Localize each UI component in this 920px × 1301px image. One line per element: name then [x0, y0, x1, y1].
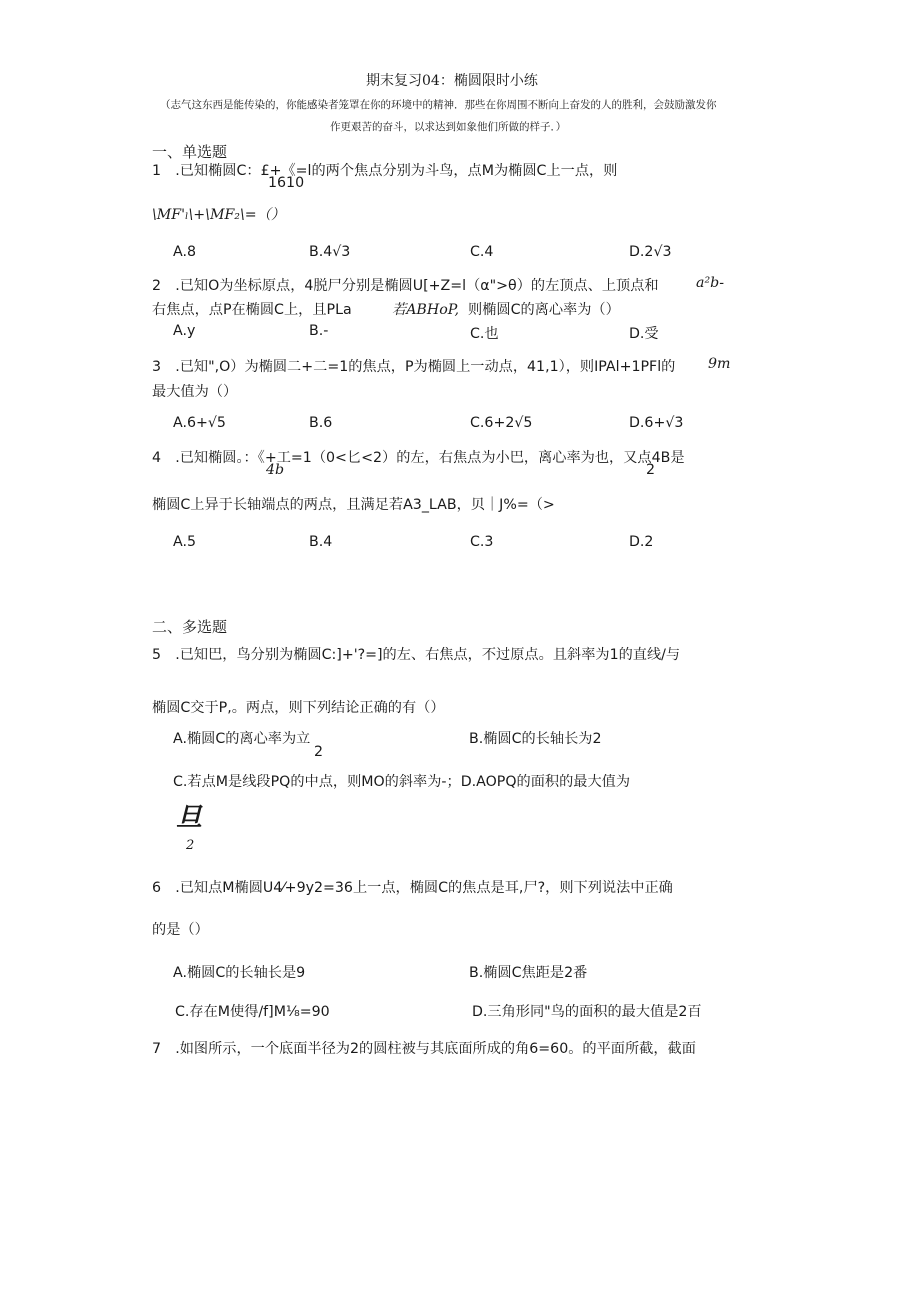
question-5-stem-line-2: 椭圆C交于P,。两点，则下列结论正确的有（）: [152, 700, 445, 716]
question-5-option-a: A.椭圆C的离心率为立: [173, 731, 311, 747]
question-2-stem-line-2b: 若ABHoP,: [392, 302, 459, 318]
question-2-option-d: D.受: [629, 326, 659, 342]
section-heading-single-choice: 一、单选题: [152, 143, 228, 161]
question-4-option-b: B.4: [309, 534, 333, 550]
question-6-option-d: D.三角形同"鸟的面积的最大值是2百: [472, 1004, 702, 1020]
question-6-stem-line-1: 6 .已知点M椭圆U4⁄+9y2=36上一点，椭圆C的焦点是耳,尸?，则下列说法中正确: [152, 880, 673, 896]
question-3-option-c: C.6+2√5: [470, 415, 533, 431]
question-5-option-d-denominator: 2: [186, 838, 195, 853]
question-3-stem-line-2: 最大值为（）: [152, 384, 238, 400]
question-4-option-a: A.5: [173, 534, 196, 550]
question-5-option-b: B.椭圆C的长轴长为2: [469, 731, 602, 747]
question-5-option-c-d: C.若点M是线段PQ的中点，则MO的斜率为-；D.AOPQ的面积的最大值为: [173, 774, 631, 790]
question-6-stem-line-2: 的是（）: [152, 922, 209, 938]
question-1-formula: \MF'ₗ\+\MF₂\=（）: [152, 207, 286, 223]
question-2-stem-line-2a: 右焦点，点P在椭圆C上，且PLa: [152, 302, 352, 318]
question-3-option-a: A.6+√5: [173, 415, 226, 431]
question-3-stem-formula: 9m: [708, 356, 731, 372]
question-6-option-a: A.椭圆C的长轴长是9: [173, 965, 306, 981]
question-5-stem-line-1: 5 .已知巴，鸟分别为椭圆C:]+'?=]的左、右焦点，不过原点。且斜率为1的直线/与: [152, 647, 681, 663]
section-heading-multiple-choice: 二、多选题: [152, 618, 228, 636]
question-4-stem-line-2: 椭圆C上异于长轴端点的两点，且满足若A3_LAB，贝｜J%=（>: [152, 497, 555, 513]
question-2-option-a: A.y: [173, 323, 196, 339]
question-1-option-b: B.4√3: [309, 244, 351, 260]
question-6-option-c: C.存在M使得∕f]M⅛=90: [175, 1004, 330, 1020]
question-1-fraction-denominators: 1610: [268, 175, 305, 191]
question-5-option-d-value: 旦: [176, 803, 203, 833]
question-2-option-c: C.也: [470, 326, 499, 342]
question-1-stem: 1 .已知椭圆C：£+《=l的两个焦点分别为斗鸟，点M为椭圆C上一点，则: [152, 163, 618, 179]
question-3-option-b: B.6: [309, 415, 333, 431]
question-6-option-b: B.椭圆C焦距是2番: [469, 965, 588, 981]
question-2-option-b: B.-: [309, 323, 329, 339]
question-2-stem-line-1: 2 .已知O为坐标原点，4脱尸分别是椭圆U[+Z=l（α">θ）的左顶点、上顶点和: [152, 278, 659, 294]
question-4-option-d: D.2: [629, 534, 654, 550]
question-4-subscript-right: 2: [646, 462, 656, 478]
motto-line-2: 作更艰苦的奋斗，以求达到如象他们所做的样子．）: [330, 121, 567, 133]
question-3-stem-line-1: 3 .已知",O）为椭圆二+二=1的焦点，P为椭圆上一动点，41,1），则IPAl+1PFl的: [152, 359, 676, 375]
motto-line-1: （志气这东西是能传染的，你能感染者笼罩在你的环境中的精神．那些在你周围不断向上奋发的人的胜利，会鼓励激发你: [160, 99, 717, 111]
question-7-stem-line-1: 7 .如图所示，一个底面半径为2的圆柱被与其底面所成的角6=60。的平面所截，截面: [152, 1041, 696, 1057]
question-3-option-d: D.6+√3: [629, 415, 684, 431]
question-4-stem-line-1: 4 .已知椭圆。：《+工=1（0<匕<2）的左，右焦点为小巴，离心率为也，又点4B是: [152, 450, 685, 466]
question-2-stem-line-2c: 则椭圆C的离心率为（）: [468, 302, 620, 318]
question-4-subscript-left: 4b: [266, 462, 285, 478]
question-4-option-c: C.3: [470, 534, 494, 550]
question-2-stem-formula: a²b-: [696, 275, 725, 291]
question-1-option-d: D.2√3: [629, 244, 672, 260]
question-1-option-c: C.4: [470, 244, 494, 260]
question-1-option-a: A.8: [173, 244, 196, 260]
question-5-option-a-denominator: 2: [314, 744, 324, 760]
page-title: 期末复习04：椭圆限时小练: [366, 73, 538, 89]
